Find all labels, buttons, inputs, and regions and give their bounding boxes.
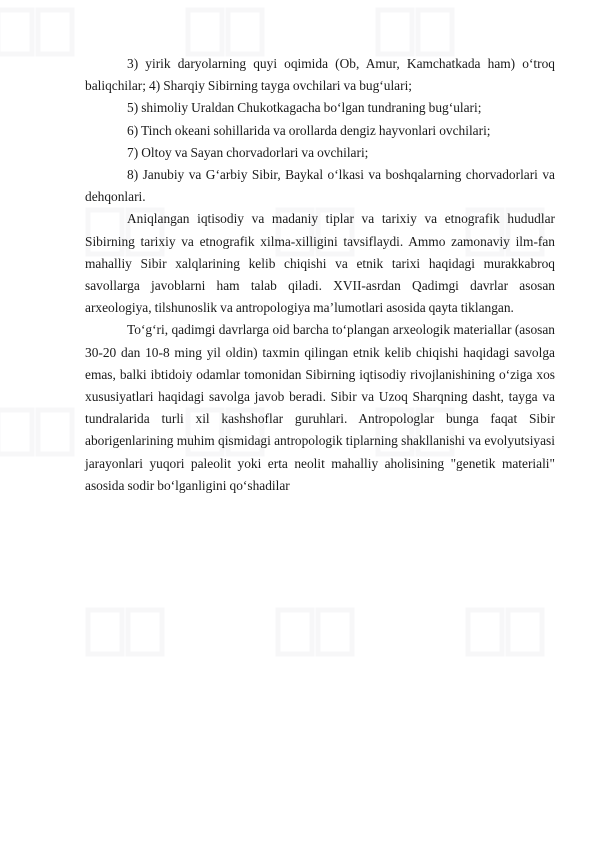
paragraph-cultural-types: Aniqlangan iqtisodiy va madaniy tiplar va tarixiy va etnografik hududlar Sibirning tarixiy va etnografik xilma-xilligini tavsiflaydi. Ammo zamonaviy ilm-fan mahalliy Sibir xalqlarining kelib chiqishi va etnik tarixi haqidagi murakkabroq savollarga javoblarni ham talab qiladi. XVII-asrdan Qadimgi davrlar asosan arxeologiya, tilshunoslik va antropologiya ma’lumotlari asosida qayta tiklangan.: [85, 211, 555, 316]
paragraph-item-3: 3) yirik daryolarning quyi oqimida (Ob, Amur, Kamchatkada ham) o‘troq baliqchilar; 4) Sharqiy Sibirning tayga ovchilari va bug‘ulari;: [85, 56, 555, 94]
paragraph-item-6: 6) Tinch okeani sohillarida va orollarda dengiz hayvonlari ovchilari;: [127, 122, 491, 138]
document-body: [85, 53, 555, 497]
document-watermark-icon: [0, 0, 80, 80]
document-watermark-icon: [0, 400, 80, 480]
paragraph-item-8: 8) Janubiy va G‘arbiy Sibir, Baykal o‘lkasi va boshqalarning chorvadorlari va dehqonlari.: [85, 167, 555, 205]
paragraph-archaeology: To‘g‘ri, qadimgi davrlarga oid barcha to‘plangan arxeologik materiallar (asosan 30-20 dan 10-8 ming yil oldin) taxmin qilingan etnik kelib chiqishi haqidagi savolga emas, balki ibtidoiy odamlar tomonidan Sibirning iqtisodiy rivojlanishining o‘ziga xos xususiyatlari haqidagi savolga javob beradi. Sibir va Uzoq Sharqning dasht, tayga va tundralarida turli xil kashshoflar guruhlari. Antropologlar bunga faqat Sibir aborigenlarining muhim qismidagi antropologik tiplarning shakllanishi va evolyutsiyasi jarayonlari yuqori paleolit yoki erta neolit mahalliy aholisining "genetik materiali" asosida sodir bo‘lganligini qo‘shadilar: [85, 322, 555, 493]
document-watermark-icon: [80, 600, 170, 680]
document-watermark-icon: [460, 600, 550, 680]
paragraph-item-5: 5) shimoliy Uraldan Chukotkagacha bo‘lgan tundraning bug‘ulari;: [127, 100, 482, 116]
document-watermark-icon: [270, 600, 360, 680]
paragraph-item-7: 7) Oltoy va Sayan chorvadorlari va ovchilari;: [127, 144, 369, 160]
